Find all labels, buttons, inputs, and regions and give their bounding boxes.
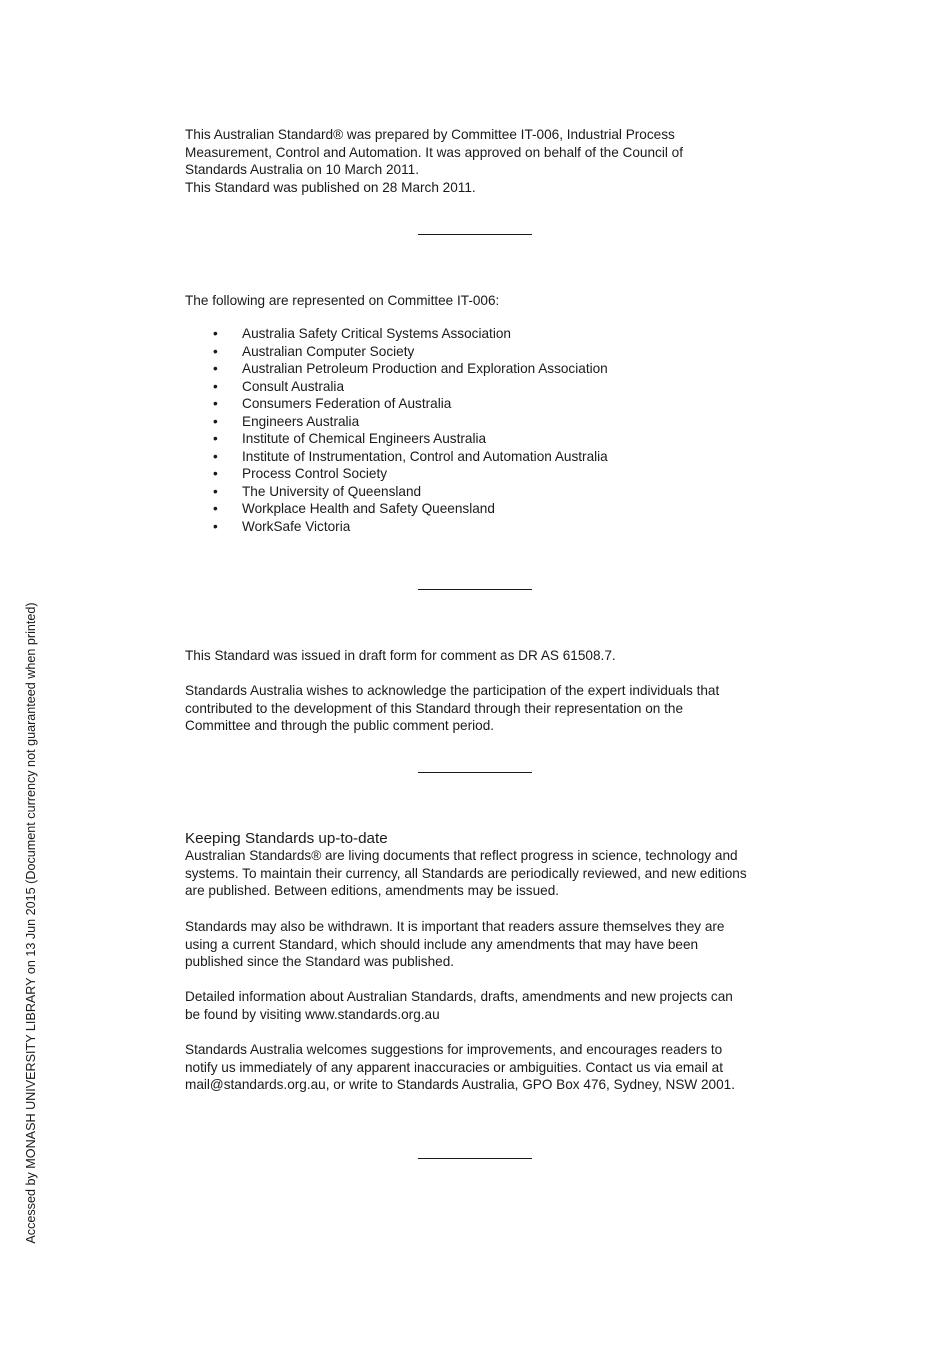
access-notice: Accessed by MONASH UNIVERSITY LIBRARY on 13 Jun 2015 (Document currency not guaranteed when printed) [24,602,38,1244]
text-line: Standards Australia on 10 March 2011. [185,162,420,177]
list-item [185,430,608,448]
bullet-icon: • [213,413,218,429]
list-item [185,325,608,343]
bullet-icon: • [213,396,218,411]
text-line: mail@standards.org.au, or write to Standards Australia, GPO Box 476, Sydney, NSW 2001. [185,1077,736,1092]
text-line: Standards may also be withdrawn. It is important that readers assure themselves they are [185,919,725,934]
text-line: Detailed information about Australian Standards, drafts, amendments and new projects can [185,989,733,1004]
bullet-icon: • [213,518,218,534]
bullet-icon: • [213,483,218,499]
text-line: Standards Australia welcomes suggestions for improvements, and encourages readers to [185,1042,723,1057]
committee-intro: The following are represented on Committee IT-006: [185,293,500,308]
list-item [185,518,608,536]
bullet-icon: • [213,343,218,359]
section-divider [418,1158,532,1159]
text-line: This Standard was published on 28 March 2011. [185,179,476,195]
bullet-icon: • [213,501,218,516]
text-line: Committee and through the public comment period. [185,718,495,733]
section-divider [418,772,532,773]
member-name: Engineers Australia [242,413,360,429]
bullet-icon: • [213,448,218,464]
list-item [185,378,608,396]
preparation-paragraph [185,126,775,196]
member-name: Australia Safety Critical Systems Association [242,326,511,341]
member-name: Institute of Instrumentation, Control and Automation Australia [242,448,608,464]
section-divider [418,234,532,235]
member-name: Consumers Federation of Australia [242,396,452,411]
text-line: This Australian Standard® was prepared by Committee IT-006, Industrial Process [185,127,675,142]
member-name: Process Control Society [242,466,388,481]
draft-notice: This Standard was issued in draft form for comment as DR AS 61508.7. [185,648,616,663]
list-item [185,500,608,518]
section-heading: Keeping Standards up-to-date [185,830,388,847]
section-divider [418,589,532,590]
text-line: Standards Australia wishes to acknowledge the participation of the expert individuals that [185,683,720,698]
bullet-icon: • [213,326,218,341]
text-line: contributed to the development of this Standard through their representation on the [185,700,684,716]
member-name: Consult Australia [242,378,345,394]
text-line: systems. To maintain their currency, all Standards are periodically reviewed, and new editions [185,865,747,881]
list-item [185,465,608,483]
withdrawal-paragraph [185,918,775,971]
information-paragraph [185,988,775,1023]
text-line: be found by visiting www.standards.org.au [185,1006,440,1022]
text-line: notify us immediately of any apparent inaccuracies or ambiguities. Contact us via email at [185,1059,723,1075]
list-item [185,360,608,378]
list-item [185,448,608,466]
member-name: The University of Queensland [242,483,422,499]
member-name: Australian Petroleum Production and Exploration Association [242,361,608,376]
bullet-icon: • [213,378,218,394]
acknowledgement-paragraph [185,682,775,735]
text-line: using a current Standard, which should include any amendments that may have been [185,936,699,952]
list-item [185,343,608,361]
text-line: Measurement, Control and Automation. It was approved on behalf of the Council of [185,144,683,160]
member-name: WorkSafe Victoria [242,518,351,534]
bullet-icon: • [213,361,218,376]
contact-paragraph [185,1041,775,1094]
committee-member-list [185,325,608,535]
text-line: are published. Between editions, amendments may be issued. [185,883,560,898]
list-item [185,395,608,413]
member-name: Workplace Health and Safety Queensland [242,501,495,516]
list-item [185,483,608,501]
currency-paragraph [185,847,775,900]
text-line: Australian Standards® are living documents that reflect progress in science, technology and [185,848,738,863]
bullet-icon: • [213,466,218,481]
member-name: Institute of Chemical Engineers Australia [242,431,487,446]
text-line: published since the Standard was published. [185,954,455,969]
list-item [185,413,608,431]
bullet-icon: • [213,431,218,446]
member-name: Australian Computer Society [242,343,415,359]
